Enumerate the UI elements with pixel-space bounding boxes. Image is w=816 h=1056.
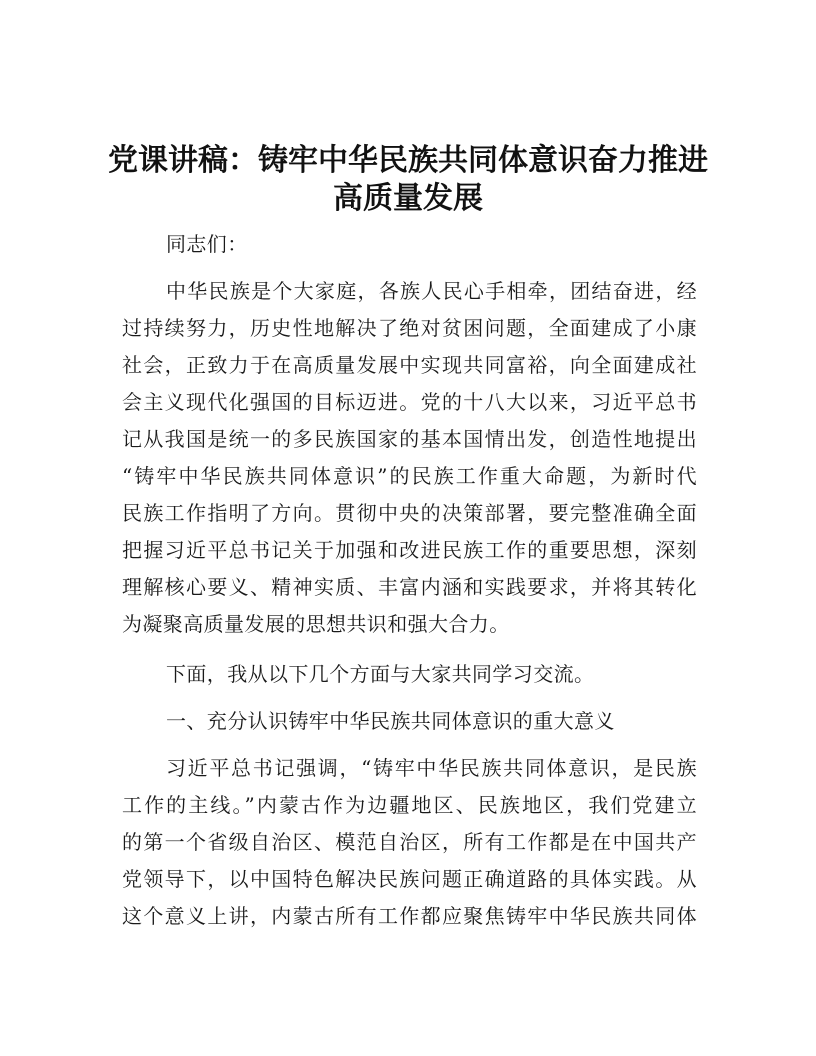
paragraph-line: 下面，我从以下几个方面与大家共同学习交流。	[166, 662, 595, 686]
section-heading-text: 一、充分认识铸牢中华民族共同体意识的重大意义	[166, 709, 615, 733]
section-heading-1	[122, 703, 697, 740]
document-title-line-2: 高质量发展	[333, 181, 483, 216]
document-title-line-1: 党课讲稿：铸牢中华民族共同体意识奋力推进	[108, 143, 708, 178]
paragraph-line: 社会，正致力于在高质量发展中实现共同富裕，向全面建成社	[122, 353, 697, 377]
paragraph-section-1	[122, 750, 697, 935]
paragraph-line: 为凝聚高质量发展的思想共识和强大合力。	[122, 612, 510, 636]
paragraph-line: “铸牢中华民族共同体意识”的民族工作重大命题，为新时代	[122, 464, 697, 488]
greeting	[122, 226, 697, 263]
paragraph-outline-intro	[122, 656, 697, 693]
paragraph-line: 会主义现代化强国的目标迈进。党的十八大以来，习近平总书	[122, 390, 697, 414]
paragraph-line: 把握习近平总书记关于加强和改进民族工作的重要思想，深刻	[122, 538, 697, 562]
paragraph-line: 记从我国是统一的多民族国家的基本国情出发，创造性地提出	[122, 427, 697, 451]
paragraph-line: 的第一个省级自治区、模范自治区，所有工作都是在中国共产	[122, 830, 697, 854]
paragraph-line: 这个意义上讲，内蒙古所有工作都应聚焦铸牢中华民族共同体	[122, 904, 697, 928]
paragraph-line: 理解核心要义、精神实质、丰富内涵和实践要求，并将其转化	[122, 575, 697, 599]
greeting-text: 同志们：	[166, 232, 248, 256]
paragraph-line: 过持续努力，历史性地解决了绝对贫困问题，全面建成了小康	[122, 316, 697, 340]
paragraph-line: 习近平总书记强调，“铸牢中华民族共同体意识，是民族	[166, 756, 697, 780]
paragraph-line: 民族工作指明了方向。贯彻中央的决策部署，要完整准确全面	[122, 501, 697, 525]
paragraph-line: 工作的主线。”内蒙古作为边疆地区、民族地区，我们党建立	[122, 793, 697, 817]
paragraph-line: 党领导下，以中国特色解决民族问题正确道路的具体实践。从	[122, 867, 697, 891]
paragraph-line: 中华民族是个大家庭，各族人民心手相牵，团结奋进，经	[166, 279, 697, 303]
paragraph-intro	[122, 273, 697, 643]
